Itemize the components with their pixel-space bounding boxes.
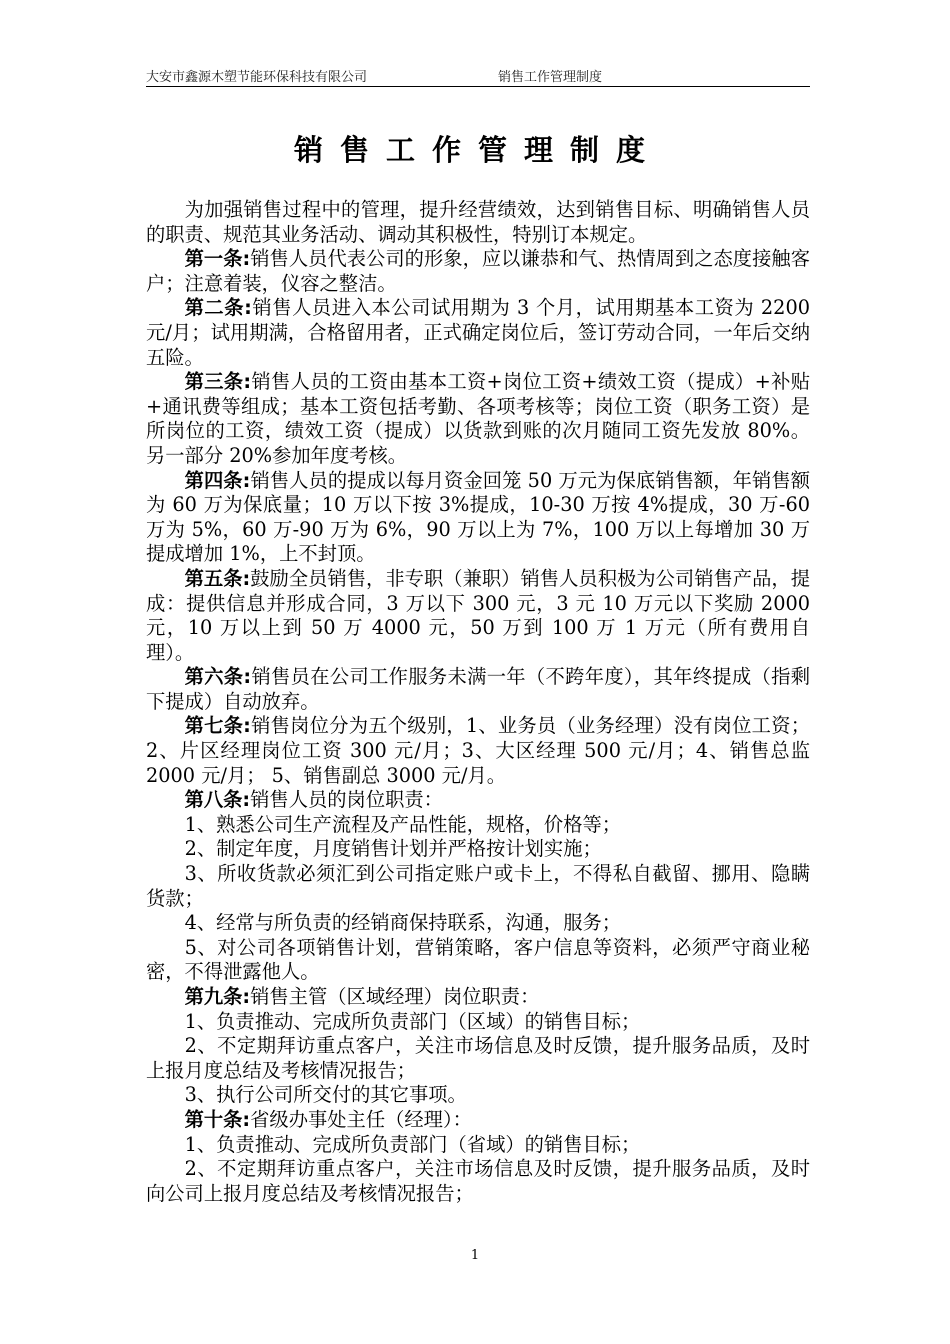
article-label: 第六条: xyxy=(184,665,252,689)
list-item: 5、对公司各项销售计划，营销策略，客户信息等资料，必须严守商业秘密，不得泄露他人。 xyxy=(146,935,810,984)
article-text: 销售人员进入本公司试用期为 3 个月，试用期基本工资为 2200 元/月；试用期满，合格留用者，正式确定岗位后，签订劳动合同，一年后交纳五险。 xyxy=(146,296,810,369)
list-item: 3、所收货款必须汇到公司指定账户或卡上，不得私自截留、挪用、隐瞒货款； xyxy=(146,862,810,910)
article-text: 省级办事处主任（经理）： xyxy=(250,1107,472,1131)
article-7 xyxy=(146,714,810,788)
article-label: 第九条: xyxy=(184,985,251,1008)
article-5 xyxy=(146,567,810,665)
article-text: 销售岗位分为五个级别，1、业务员（业务经理）没有岗位工资；2、片区经理岗位工资 300 元/月；3、大区经理 500 元/月；4、销售总监 2000 元/月； 5、销售副总 3000 元/月。 xyxy=(146,714,810,787)
article-label: 第二条: xyxy=(184,296,252,320)
page-number: 1 xyxy=(470,1248,480,1263)
article-text: 销售人员代表公司的形象，应以谦恭和气、热情周到之态度接触客户；注意着装，仪容之整洁。 xyxy=(146,247,810,295)
article-4 xyxy=(146,469,810,567)
article-10 xyxy=(146,1108,810,1133)
article-label: 第一条: xyxy=(184,247,251,271)
article-6 xyxy=(146,665,810,714)
list-item: 1、负责推动、完成所负责部门（区域）的销售目标； xyxy=(184,1009,641,1033)
article-text: 销售人员的工资由基本工资+岗位工资+绩效工资（提成）+补贴+通讯费等组成；基本工资包括考勤、各项考核等；岗位工资（职务工资）是所岗位的工资，绩效工资（提成）以货款到账的次月随同工资先发放 80%。另一部分 20%参加年度考核。 xyxy=(146,370,810,467)
article-9 xyxy=(146,985,810,1010)
list-item: 3、执行公司所交付的其它事项。 xyxy=(184,1083,467,1107)
article-text: 鼓励全员销售，非专职（兼职）销售人员积极为公司销售产品，提成：提供信息并形成合同，3 万以下 300 元，3 元 10 万元以下奖励 2000 元，10 万以上到 50 万 4000 元，50 万到 100 万 1 万元（所有费用自理）。 xyxy=(146,566,810,664)
article-1 xyxy=(146,247,810,296)
article-text: 销售员在公司工作服务未满一年（不跨年度），其年终提成（指剩下提成）自动放弃。 xyxy=(146,665,810,713)
article-label: 第十条: xyxy=(184,1107,251,1131)
article-2 xyxy=(146,296,810,370)
list-item: 2、不定期拜访重点客户，关注市场信息及时反馈，提升服务品质，及时上报月度总结及考核情况报告； xyxy=(146,1034,810,1082)
article-3 xyxy=(146,370,810,468)
article-text: 销售人员的提成以每月资金回笼 50 万元为保底销售额，年销售额为 60 万为保底量；10 万以下按 3%提成，10-30 万按 4%提成，30 万-60 万为 5%，60 万-90 万为 6%，90 万以上为 7%，100 万以上每增加 30 万提成增加 1%，上不封顶。 xyxy=(146,468,810,566)
page-header xyxy=(146,64,810,86)
article-text: 销售人员的岗位职责： xyxy=(250,788,443,812)
article-label: 第八条: xyxy=(184,788,251,812)
article-8 xyxy=(146,788,810,813)
list-item: 2、不定期拜访重点客户，关注市场信息及时反馈，提升服务品质，及时向公司上报月度总结及考核情况报告； xyxy=(146,1157,810,1205)
article-label: 第七条: xyxy=(184,714,251,738)
header-company-name: 大安市鑫源木塑节能环保科技有限公司 xyxy=(146,70,368,85)
article-label: 第三条: xyxy=(184,370,252,394)
article-text: 销售主管（区域经理）岗位职责： xyxy=(250,985,540,1008)
list-item: 1、熟悉公司生产流程及产品性能，规格，价格等； xyxy=(184,812,622,836)
article-label: 第五条: xyxy=(184,566,251,590)
intro-paragraph: 为加强销售过程中的管理，提升经营绩效，达到销售目标、明确销售人员的职责、规范其业务活动、调动其积极性，特别订本规定。 xyxy=(146,198,810,246)
document-title: 销售工作管理制度 xyxy=(293,133,662,167)
header-document-name: 销售工作管理制度 xyxy=(498,70,603,85)
list-item: 2、制定年度，月度销售计划并严格按计划实施； xyxy=(184,837,602,861)
list-item: 4、经常与所负责的经销商保持联系，沟通，服务； xyxy=(184,911,622,935)
document-body xyxy=(146,198,810,1206)
list-item: 1、负责推动、完成所负责部门（省域）的销售目标； xyxy=(184,1132,641,1156)
article-label: 第四条: xyxy=(184,468,251,492)
header-divider xyxy=(146,86,810,87)
